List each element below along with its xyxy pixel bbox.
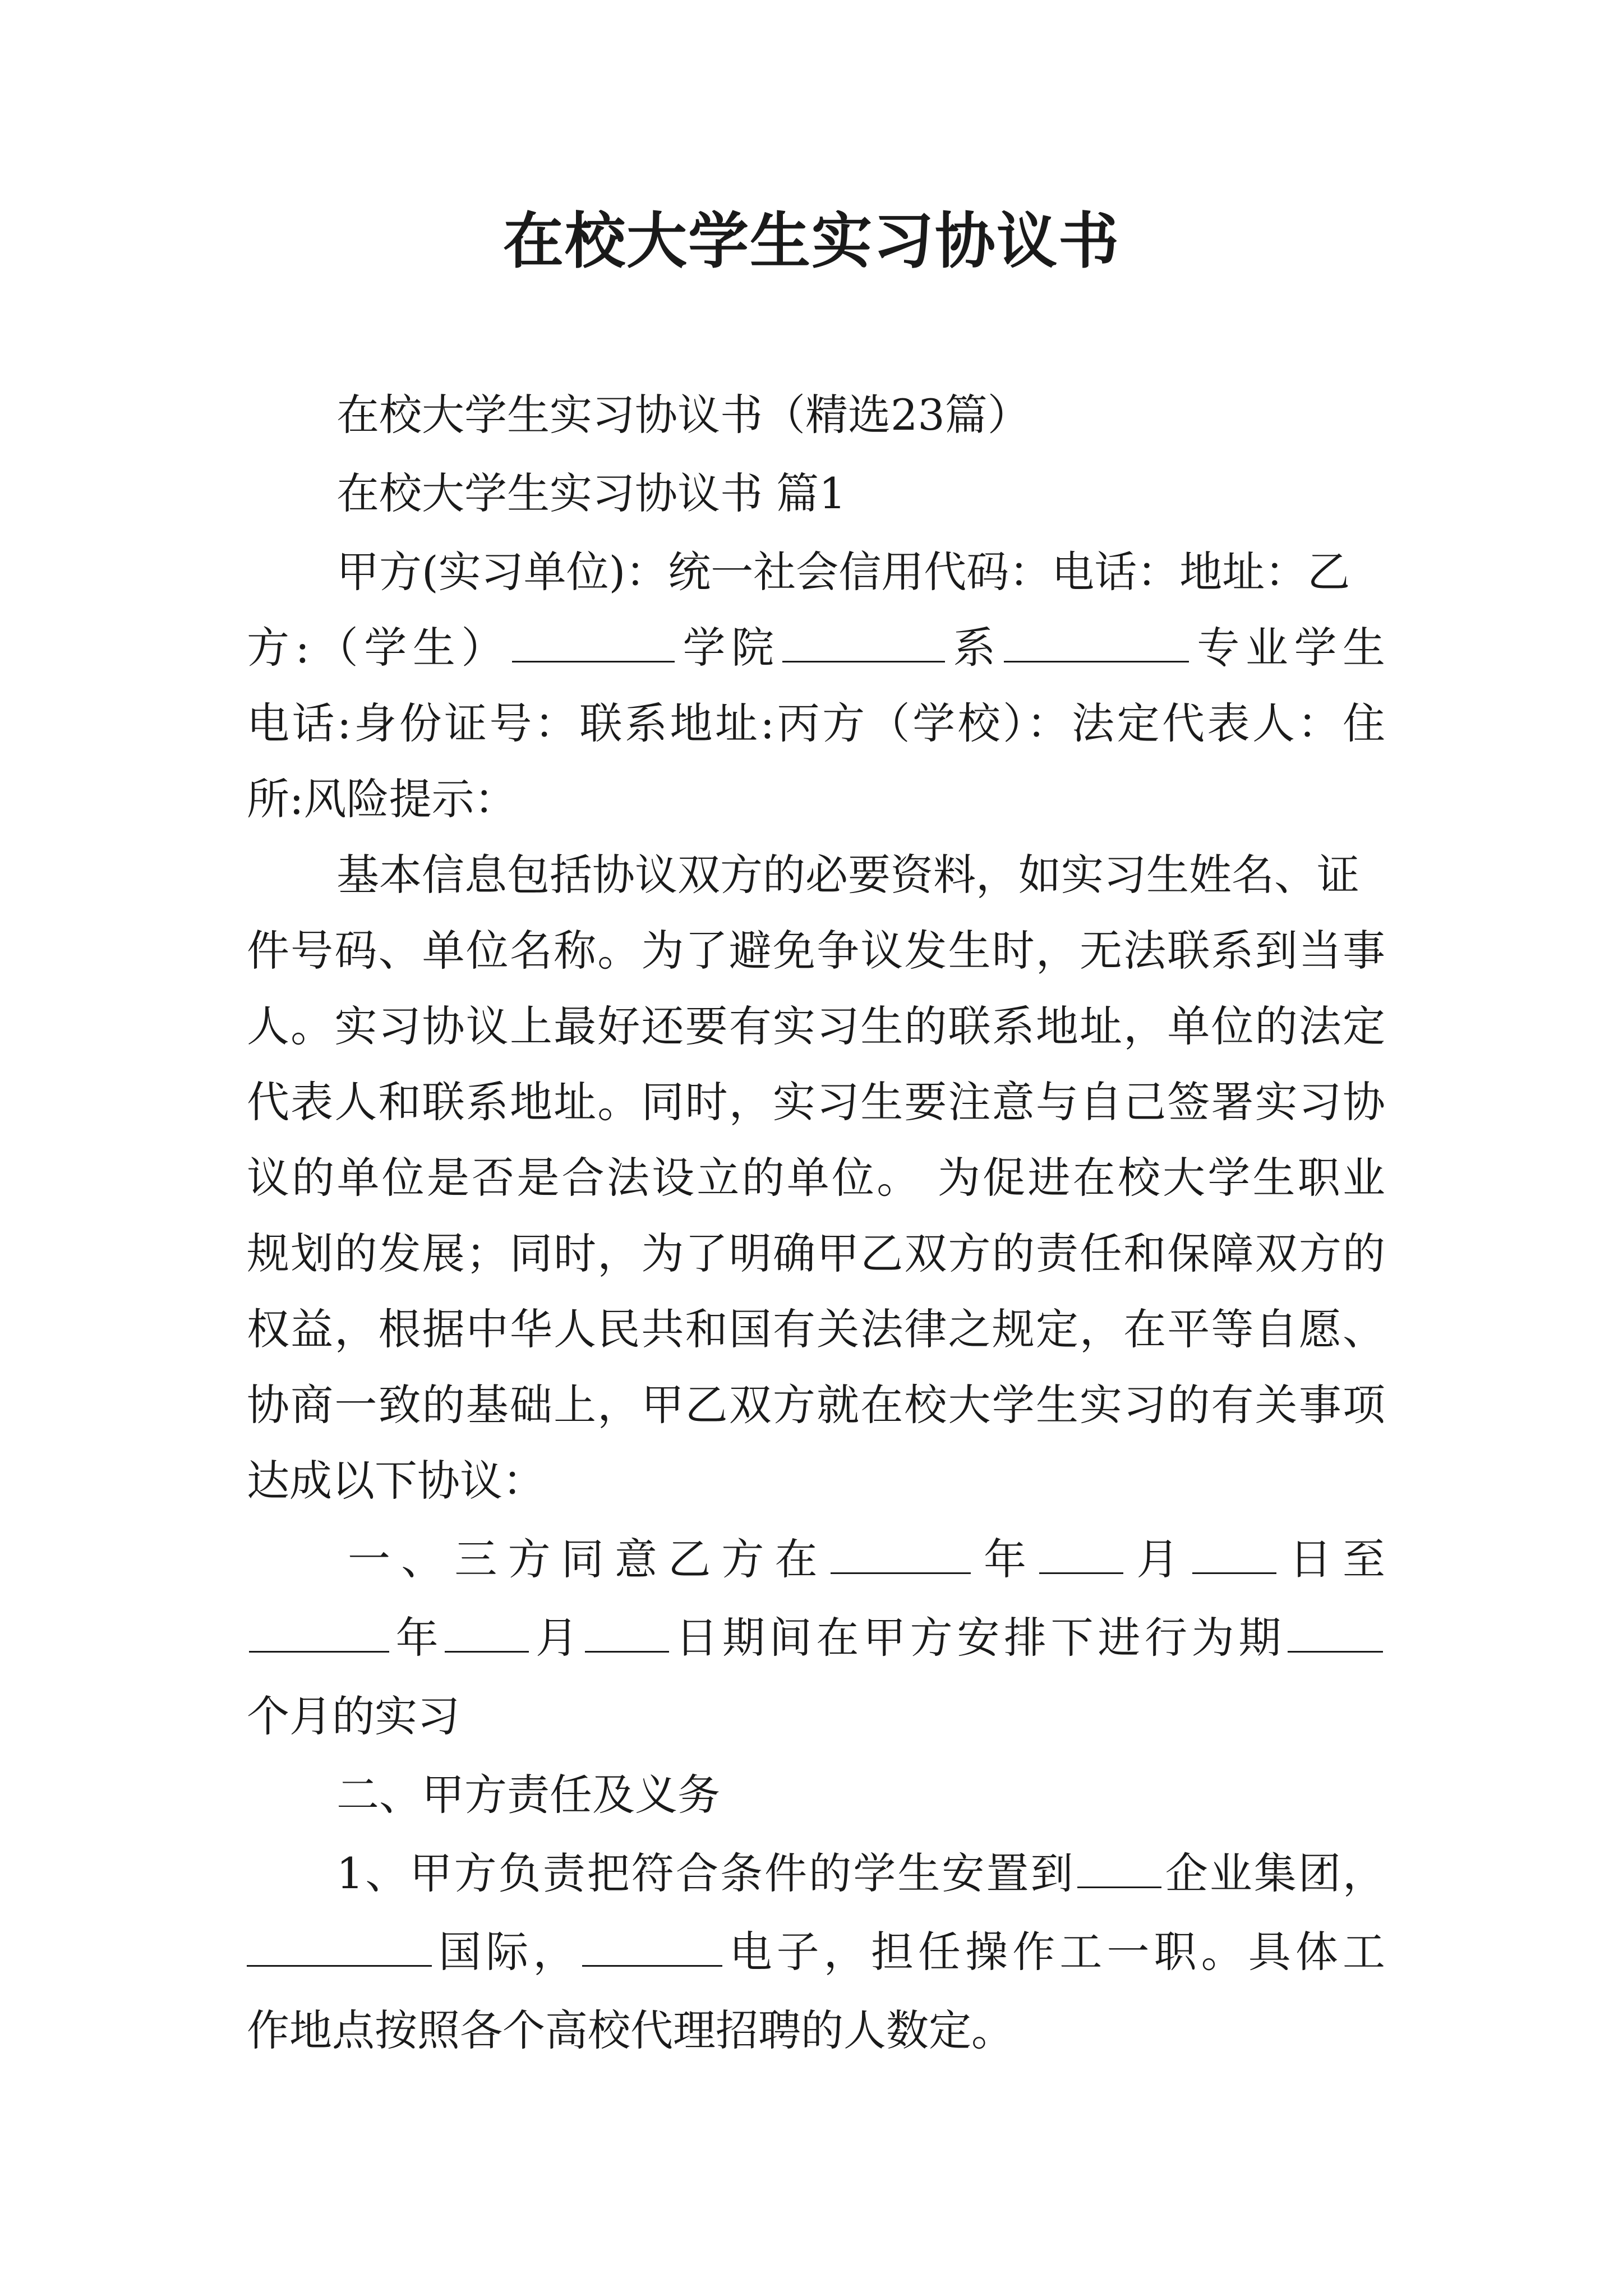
paragraph-line: 电话:身份证号：联系地址:丙方（学校）：法定代表人：住 (247, 698, 1385, 748)
paragraph-line: 达成以下协议： (247, 1456, 545, 1506)
blank-line (582, 1964, 722, 1967)
text-segment: 一、三方同意乙方在 (348, 1534, 828, 1584)
section-heading: 二、甲方责任及义务 (336, 1770, 720, 1820)
text-segment: 月 (531, 1613, 583, 1663)
text-segment: 系 (947, 623, 1002, 673)
text-segment: 方:（学生） (247, 623, 510, 673)
text-segment: 日至 (1278, 1534, 1386, 1584)
blank-line (1288, 1650, 1383, 1653)
blank-line (1039, 1572, 1123, 1574)
party-b-line (247, 620, 1385, 676)
paragraph-line: 协商一致的基础上，甲乙双方就在校大学生实习的有关事项 (247, 1380, 1385, 1430)
blank-line (1004, 660, 1189, 662)
blank-line (1192, 1572, 1276, 1574)
paragraph-line: 议的单位是否是合法设立的单位。 为促进在校大学生职业 (247, 1153, 1385, 1203)
paragraph-line: 权益，根据中华人民共和国有关法律之规定，在平等自愿、 (247, 1304, 1385, 1354)
paragraph-line: 人。实习协议上最好还要有实习生的联系地址，单位的法定 (247, 1001, 1385, 1051)
paragraph-line: 件号码、单位名称。为了避免争议发生时，无法联系到当事 (247, 926, 1385, 976)
text-segment: 电子，担任操作工一职。具体工 (725, 1927, 1386, 1977)
text-segment: 年 (972, 1534, 1038, 1584)
text-segment: 专业学生 (1191, 623, 1386, 673)
party-a-line: 甲方(实习单位)：统一社会信用代码：电话：地址：乙 (336, 547, 1350, 597)
blank-line (512, 660, 675, 662)
blank-line (247, 1964, 432, 1967)
document-title: 在校大学生实习协议书 (502, 206, 1120, 277)
clause-one-line (348, 1531, 1385, 1588)
blank-line (1077, 1886, 1161, 1888)
paragraph-line: 个月的实习 (247, 1691, 460, 1741)
subtitle-line: 在校大学生实习协议书（精选23篇） (336, 390, 1030, 440)
clause-line (336, 1846, 1385, 1902)
text-segment: 企业集团， (1163, 1848, 1385, 1898)
blank-line (249, 1650, 389, 1653)
blank-line (831, 1572, 971, 1574)
paragraph-line: 所:风险提示： (247, 774, 517, 824)
paragraph-line: 规划的发展；同时，为了明确甲乙双方的责任和保障双方的 (247, 1228, 1385, 1278)
text-segment: 年 (391, 1613, 443, 1663)
text-segment: 国际， (434, 1927, 580, 1977)
blank-line (445, 1650, 529, 1653)
text-segment: 学院 (676, 623, 780, 673)
text-segment: 日期间在甲方安排下进行为期 (671, 1613, 1286, 1663)
section-heading: 在校大学生实习协议书 篇1 (336, 468, 846, 518)
clause-one-line (247, 1610, 1385, 1666)
paragraph-line: 基本信息包括协议双方的必要资料，如实习生姓名、证 (336, 850, 1359, 900)
blank-line (782, 660, 945, 662)
paragraph-line: 作地点按照各个高校代理招聘的人数定。 (247, 2005, 1014, 2055)
blank-line (585, 1650, 669, 1653)
text-segment: 月 (1126, 1534, 1190, 1584)
text-segment: 1、甲方负责把符合条件的学生安置到 (336, 1848, 1075, 1898)
clause-line (247, 1924, 1385, 1980)
paragraph-line: 代表人和联系地址。同时，实习生要注意与自己签署实习协 (247, 1077, 1385, 1127)
